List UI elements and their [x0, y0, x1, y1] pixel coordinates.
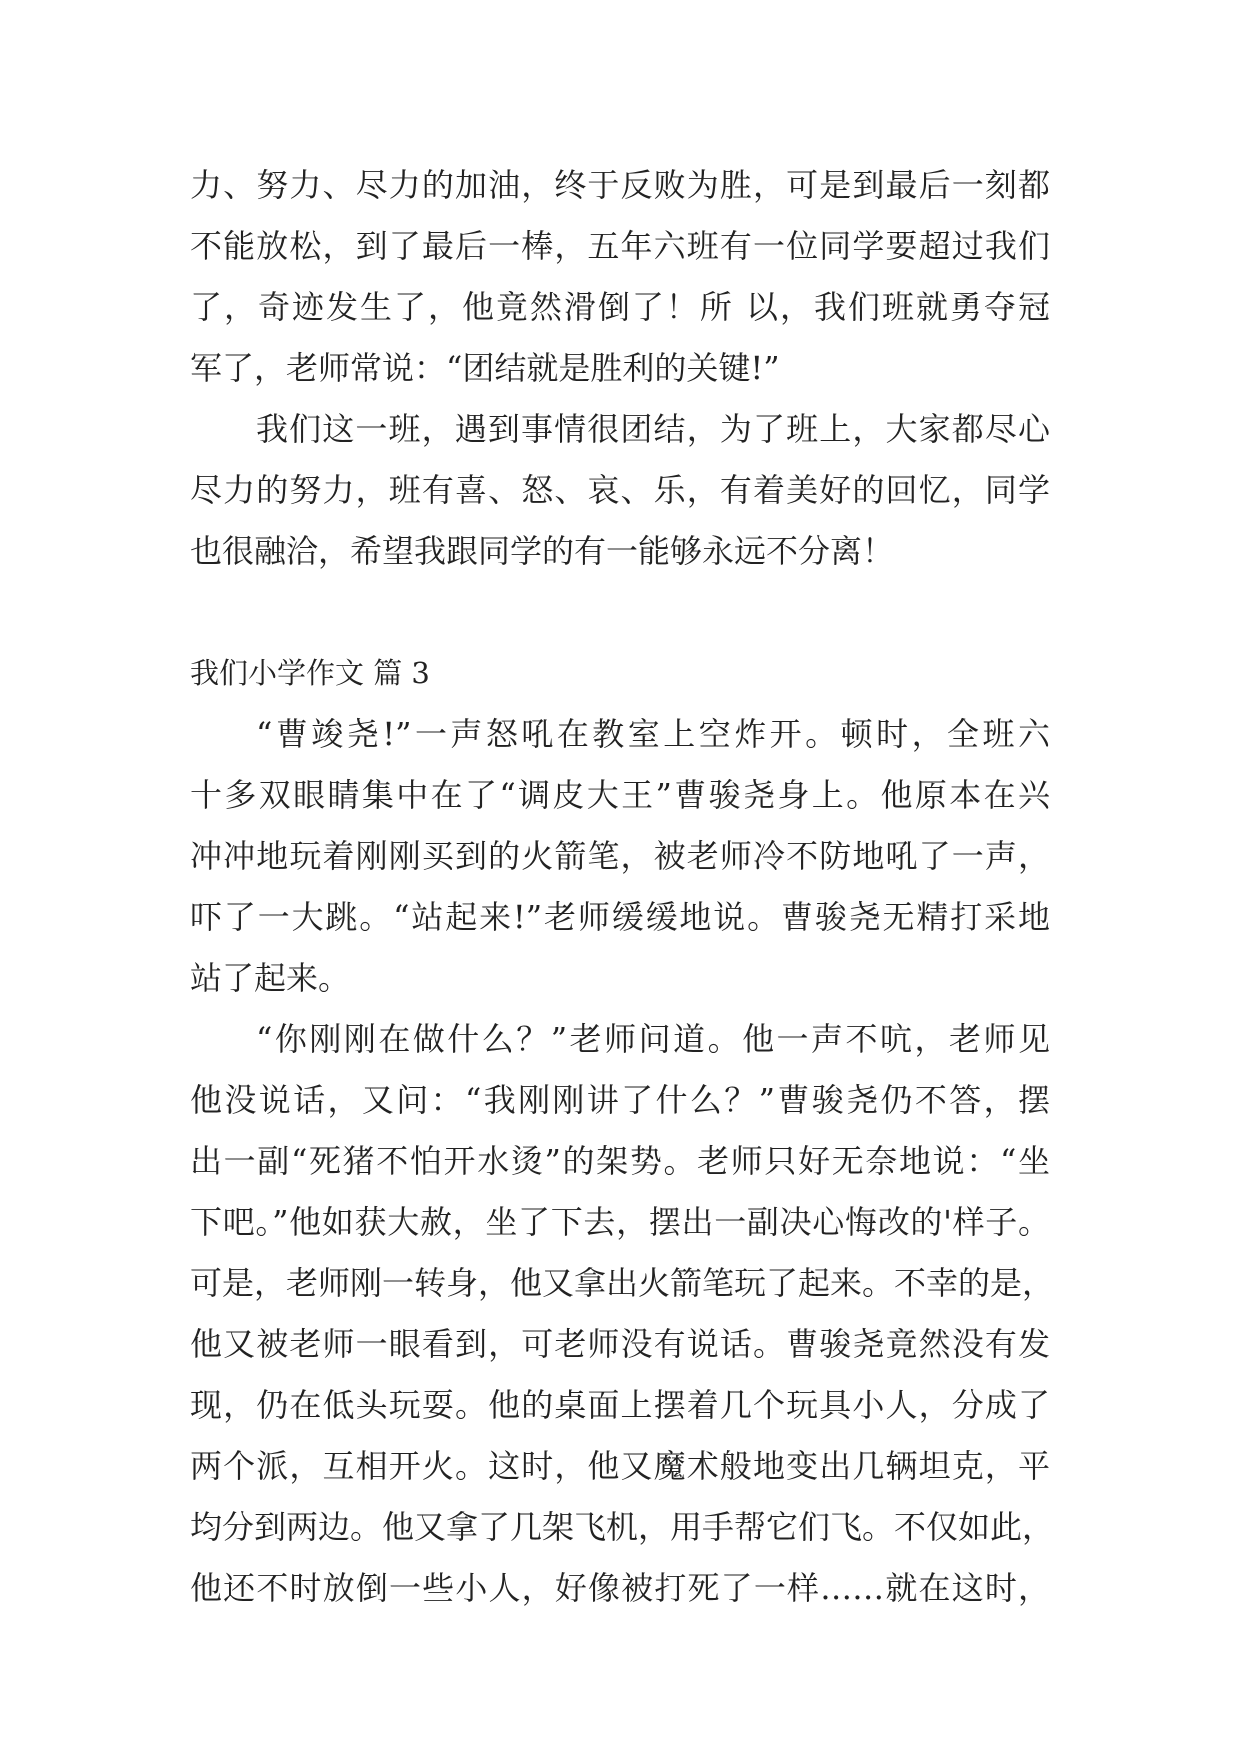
text-line: 十多双眼睛集中在了“调皮大王”曹骏尧身上。他原本在兴 — [190, 776, 1050, 814]
text-line: 站了起来。 — [190, 959, 351, 997]
text-line: 我们这一班，遇到事情很团结，为了班上，大家都尽心 — [256, 410, 1050, 448]
text-line: 均分到两边。他又拿了几架飞机，用手帮它们飞。不仅如此， — [190, 1508, 1055, 1546]
text-line: 下吧。”他如获大赦，坐了下去，摆出一副决心悔改的'样子。 — [190, 1203, 1050, 1241]
text-line: 力、努力、尽力的加油，终于反败为胜，可是到最后一刻都 — [190, 166, 1050, 204]
text-line: 冲冲地玩着刚刚买到的火箭笔，被老师冷不防地吼了一声， — [190, 837, 1050, 875]
text-line: “你刚刚在做什么？”老师问道。他一声不吭，老师见 — [256, 1020, 1050, 1058]
text-line: “曹竣尧!”一声怒吼在教室上空炸开。顿时，全班六 — [256, 715, 1050, 753]
text-line: 了，奇迹发生了，他竟然滑倒了！所 以，我们班就勇夺冠 — [190, 288, 1050, 326]
paragraph — [190, 704, 1050, 1009]
paragraph — [190, 1009, 1055, 1619]
paragraph — [190, 399, 1050, 582]
text-line: 他又被老师一眼看到，可老师没有说话。曹骏尧竟然没有发 — [190, 1325, 1050, 1363]
text-line: 可是，老师刚一转身，他又拿出火箭笔玩了起来。不幸的是， — [190, 1264, 1055, 1302]
text-line: 尽力的努力，班有喜、怒、哀、乐，有着美好的回忆，同学 — [190, 471, 1050, 509]
text-line: 出一副“死猪不怕开水烫”的架势。老师只好无奈地说：“坐 — [190, 1142, 1050, 1180]
paragraph — [190, 155, 1050, 399]
text-line: 他没说话，又问：“我刚刚讲了什么？”曹骏尧仍不答，摆 — [190, 1081, 1050, 1119]
text-line: 两个派，互相开火。这时，他又魔术般地变出几辆坦克，平 — [190, 1447, 1050, 1485]
text-line: 不能放松，到了最后一棒，五年六班有一位同学要超过我们 — [190, 227, 1050, 265]
section-heading: 我们小学作文 篇 3 — [190, 656, 430, 690]
text-line: 军了，老师常说：“团结就是胜利的关键!” — [190, 349, 780, 387]
text-line: 吓了一大跳。“站起来!”老师缓缓地说。曹骏尧无精打采地 — [190, 898, 1050, 936]
text-line: 也很融洽，希望我跟同学的有一能够永远不分离！ — [190, 532, 895, 570]
document-body — [190, 155, 1055, 1619]
text-line: 他还不时放倒一些小人，好像被打死了一样……就在这时， — [190, 1569, 1050, 1607]
text-line: 现，仍在低头玩耍。他的桌面上摆着几个玩具小人，分成了 — [190, 1386, 1050, 1424]
